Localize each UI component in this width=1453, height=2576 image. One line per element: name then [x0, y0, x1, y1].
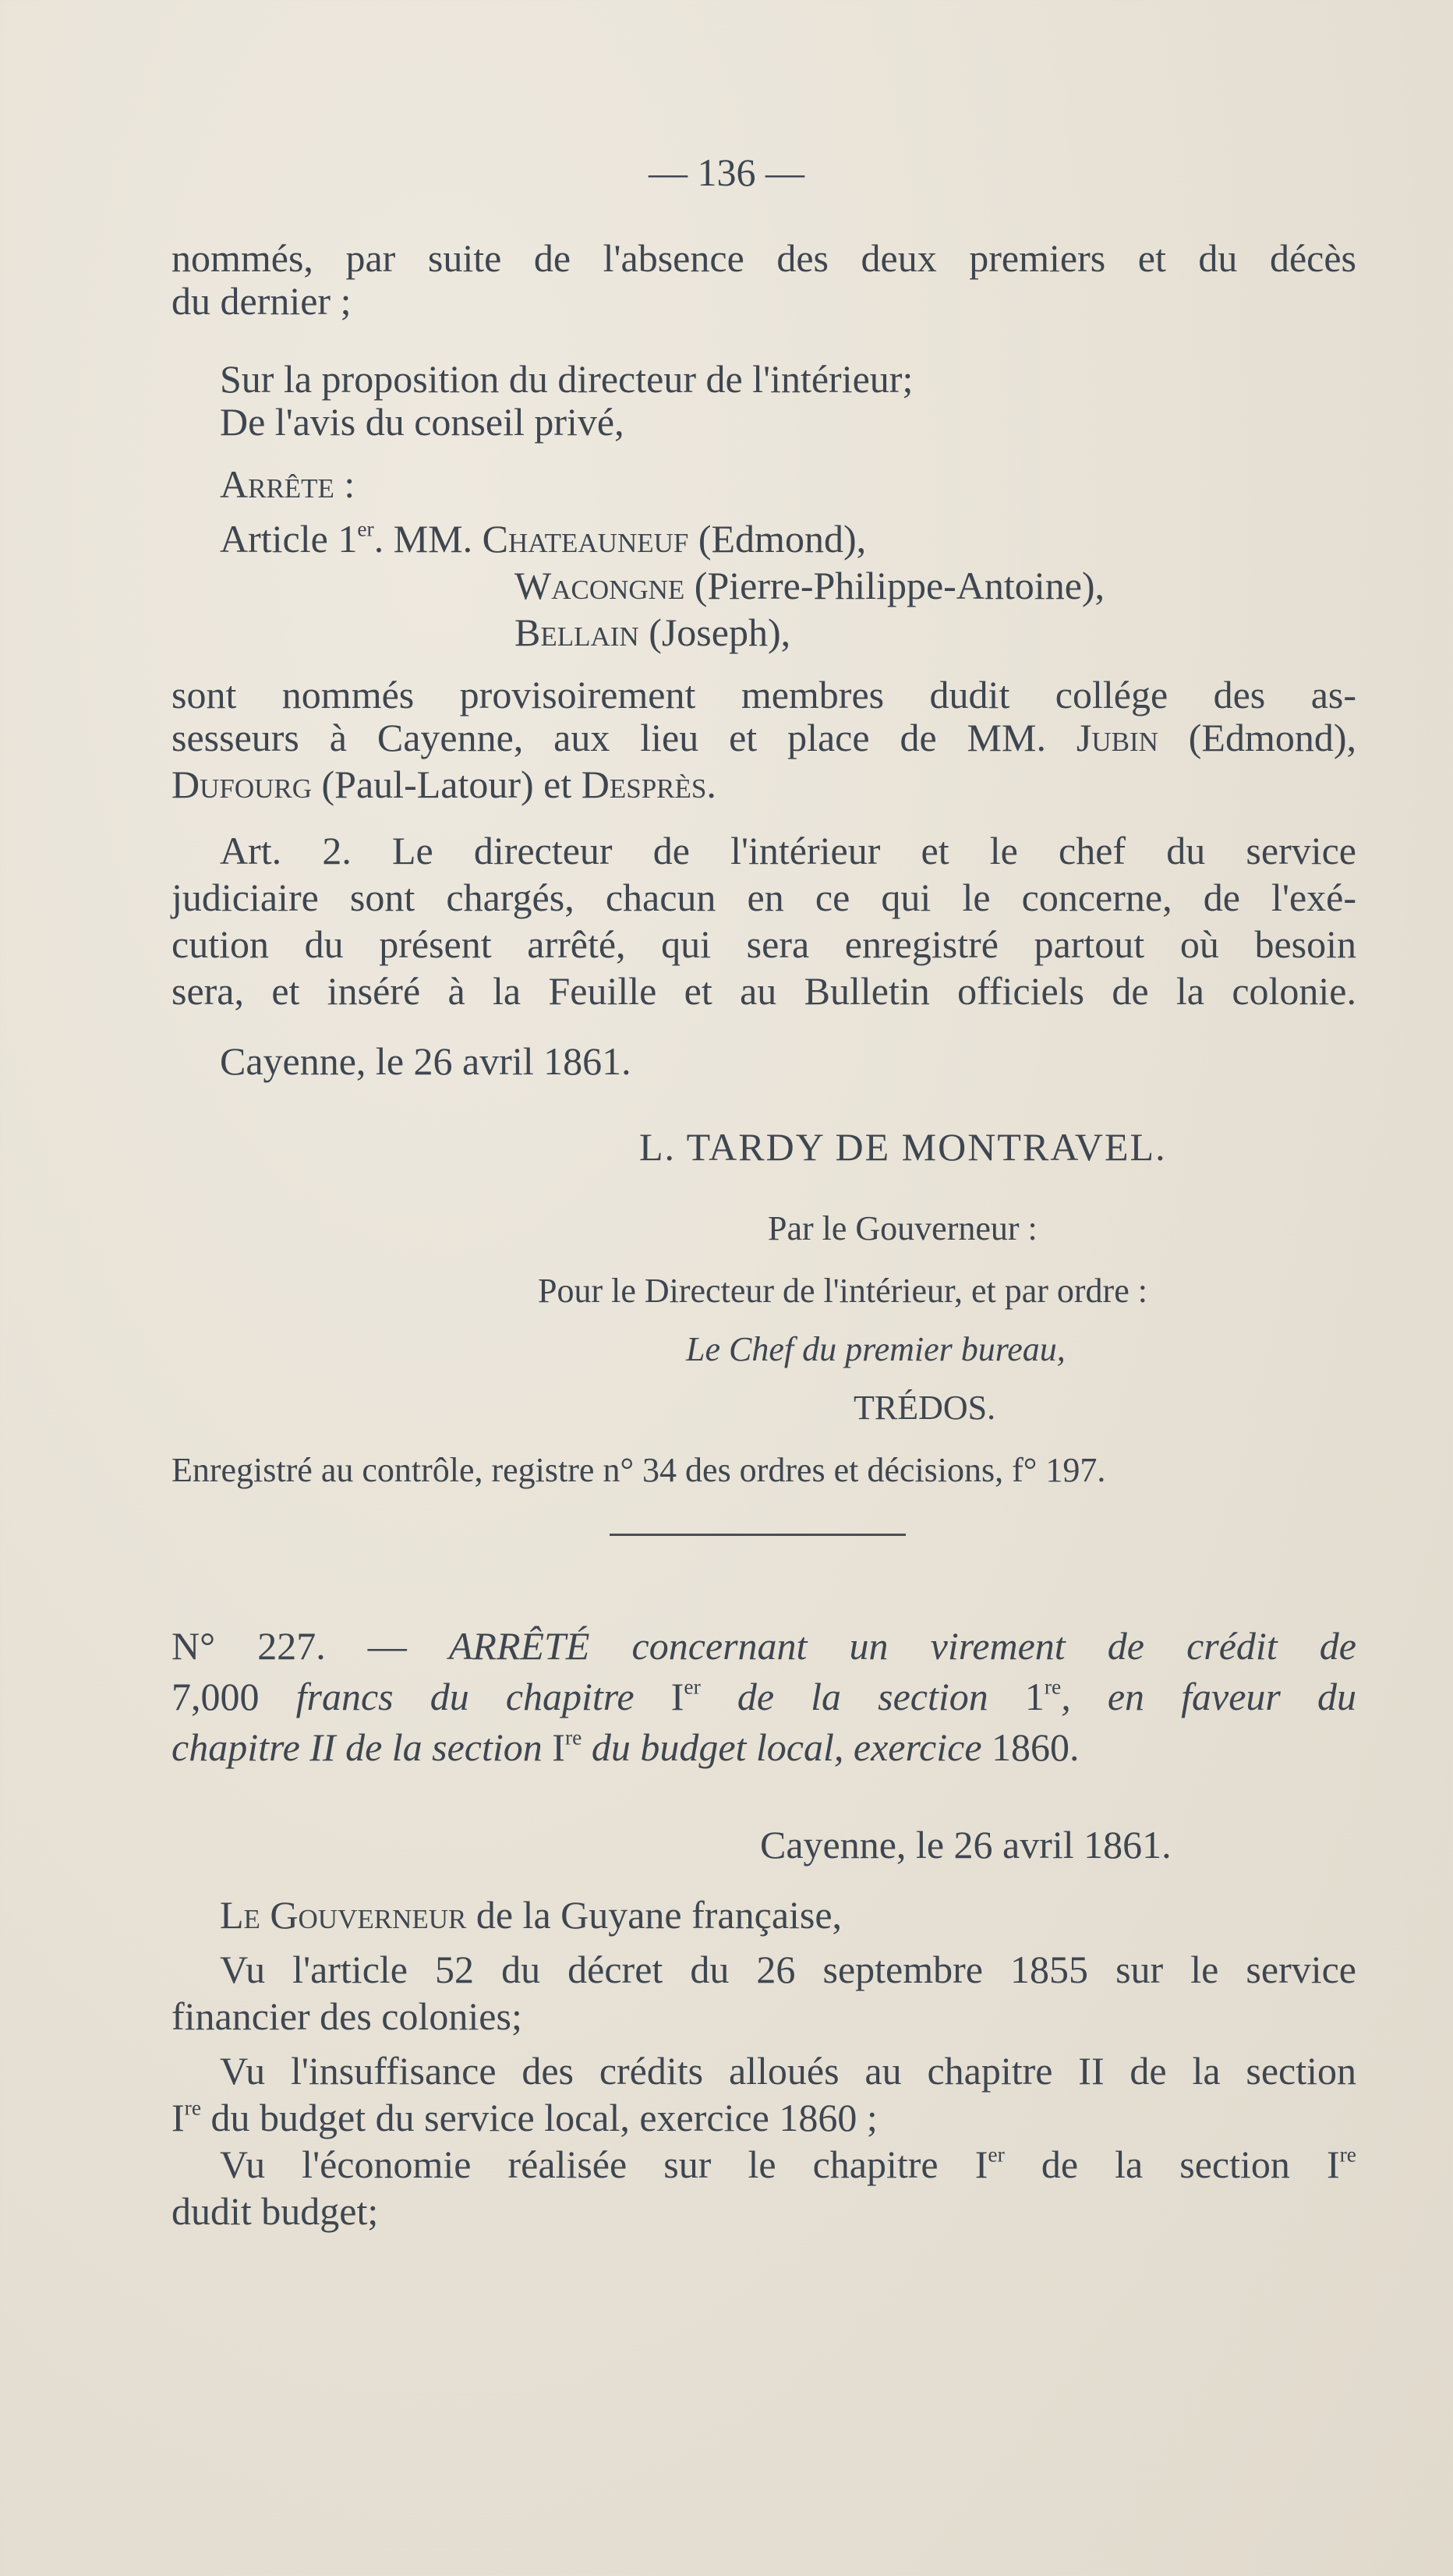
decree-title-line	[171, 1723, 1356, 1771]
text-line: nommés, par suite de l'absence des deux premiers et du décès	[171, 236, 1356, 280]
text-line	[171, 760, 1356, 809]
text-line	[220, 1891, 1405, 1939]
text-span: (Pierre-Philippe-Antoine),	[684, 564, 1105, 607]
text-span: Vu l'économie réalisée sur le chapitre I	[220, 2143, 988, 2186]
decree-number: N° 227. —	[171, 1624, 449, 1668]
superscript: re	[1044, 1674, 1062, 1699]
text-span: du budget du service local, exercice 1860 ;	[201, 2096, 878, 2139]
arrete-heading: Arrête :	[220, 462, 355, 506]
superscript: re	[184, 2095, 202, 2120]
text-span: I	[171, 2096, 185, 2139]
date-line: Cayenne, le 26 avril 1861.	[220, 1039, 631, 1083]
text-line	[171, 713, 1356, 762]
text-line: De l'avis du conseil privé,	[220, 400, 624, 444]
signature-line: Pour le Directeur de l'intérieur, et par ordre :	[538, 1272, 1147, 1310]
person-name: Bellain	[514, 610, 639, 654]
text-span: 1	[1024, 1675, 1045, 1718]
text-span: de la Guyane française,	[466, 1893, 843, 1937]
name-line	[514, 561, 1453, 610]
decree-title: ARRÊTÉ concernant un virement de crédit de	[448, 1624, 1356, 1668]
text-line: Vu l'article 52 du décret du 26 septembre 1855 sur le service	[220, 1948, 1356, 1991]
signature-line: Par le Gouverneur :	[768, 1209, 1038, 1247]
text-span: chapitre II de la section	[171, 1725, 553, 1769]
text-line: dudit budget;	[171, 2189, 379, 2233]
text-span: francs du chapitre	[295, 1675, 671, 1718]
article-label: Article 1	[220, 517, 358, 561]
person-name: Desprès	[581, 763, 707, 806]
text-span: , en faveur du	[1061, 1675, 1356, 1718]
text-span: (Joseph),	[638, 610, 791, 654]
text-line: Art. 2. Le directeur de l'intérieur et le chef du service	[220, 829, 1356, 872]
text-span: du budget local, exercice	[582, 1725, 992, 1769]
page-number: — 136 —	[649, 150, 804, 194]
text-line: cution du présent arrêté, qui sera enregistré partout où besoin	[171, 922, 1356, 966]
section-divider	[610, 1534, 906, 1536]
text-line: Sur la proposition du directeur de l'intérieur;	[220, 357, 914, 401]
signature-line: Le Chef du premier bureau,	[686, 1330, 1066, 1368]
text-span: (Edmond),	[1158, 716, 1357, 759]
text-line	[220, 2140, 1356, 2189]
decree-title-line	[171, 1622, 1356, 1670]
signature-name: L. TARDY DE MONTRAVEL.	[639, 1125, 1167, 1169]
superscript: er	[357, 516, 374, 541]
superscript: er	[684, 1674, 701, 1699]
text-line: judiciaire sont chargés, chacun en ce qui le concerne, de l'exé-	[171, 876, 1356, 919]
registration-line: Enregistré au contrôle, registre n° 34 des ordres et décisions, f° 197.	[171, 1451, 1106, 1489]
text-line: Vu l'insuffisance des crédits alloués au chapitre II de la section	[220, 2049, 1356, 2093]
superscript: re	[1339, 2142, 1356, 2167]
person-name: Dufourg	[171, 763, 313, 806]
text-span: 1860.	[992, 1725, 1080, 1769]
person-name: Wacongne	[514, 564, 685, 607]
text-span: (Paul-Latour) et	[312, 763, 582, 806]
text-span: sesseurs à Cayenne, aux lieu et place de MM.	[171, 716, 1076, 759]
signature-name: TRÉDOS.	[854, 1389, 996, 1427]
text-span: de la section I	[1004, 2143, 1340, 2186]
name-line	[514, 608, 1453, 656]
text-span: 7,000	[171, 1675, 296, 1718]
text-line: sera, et inséré à la Feuille et au Bulletin officiels de la colonie.	[171, 969, 1356, 1013]
text-line: financier des colonies;	[171, 1994, 522, 2038]
article-1-line	[220, 515, 1405, 563]
text-span: (Edmond),	[688, 517, 867, 561]
text-line: du dernier ;	[171, 279, 352, 323]
date-line: Cayenne, le 26 avril 1861.	[760, 1823, 1172, 1867]
superscript: re	[564, 1725, 582, 1750]
person-name: Jubin	[1076, 716, 1158, 759]
text-span: .	[706, 763, 716, 806]
superscript: er	[988, 2142, 1005, 2167]
text-span: de la section	[700, 1675, 1025, 1718]
text-span: I	[670, 1675, 684, 1718]
text-span: . MM.	[373, 517, 483, 561]
gouverneur-label: Le Gouverneur	[220, 1893, 467, 1937]
text-line: sont nommés provisoirement membres dudit collége des as-	[171, 673, 1356, 717]
person-name: Chateauneuf	[482, 517, 689, 561]
decree-title-line	[171, 1672, 1356, 1721]
text-line	[171, 2093, 1356, 2142]
text-span: I	[552, 1725, 565, 1769]
